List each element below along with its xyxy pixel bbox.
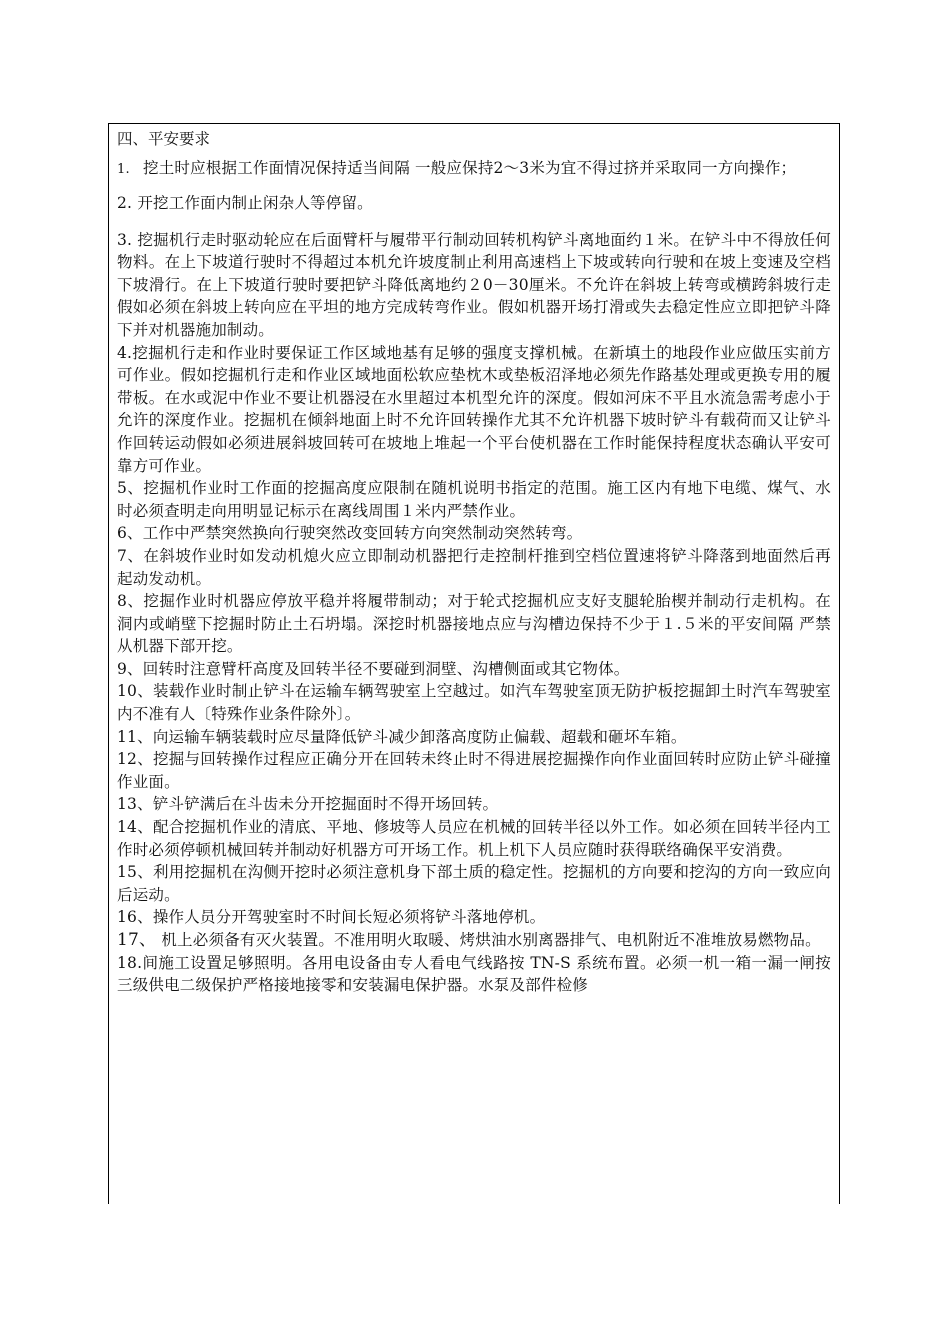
item-14-text: 配合挖掘机作业的清底、平地、修坡等人员应在机械的回转半径以外工作。如必须在回转半径内工作时必须停顿机械回转并制动好机器方可开场工作。机上机下人员应随时获得联络确保平安消费。	[117, 818, 831, 859]
item-2-number: 2.	[117, 194, 133, 212]
item-7-number: 7、	[117, 546, 144, 565]
item-18-number: 18.	[117, 953, 143, 972]
item-8-text: 挖掘作业时机器应停放平稳并将履带制动；对于轮式挖掘机应支好支腿轮胎楔并制动行走机构。在洞内或峭壁下挖掘时防止土石坍塌。深挖时机器接地点应与沟槽边保持不少于１.５米的平安间隔 严禁从机器下部开挖。	[117, 592, 831, 656]
item-16-text: 操作人员分开驾驶室时不时间长短必须将铲斗落地停机。	[152, 908, 546, 927]
section-title: 四、平安要求	[117, 130, 211, 148]
item-3	[117, 229, 831, 342]
item-17-number: 17、	[117, 930, 157, 950]
item-8	[117, 590, 831, 658]
item-5-number: 5、	[117, 479, 144, 498]
item-11	[117, 726, 831, 749]
item-11-text: 向运输车辆装载时应尽量降低铲斗减少卸落高度防止偏载、超载和砸坏车箱。	[152, 727, 687, 746]
item-1-number: 1.	[117, 162, 130, 177]
item-4-text: 挖掘机行走和作业时要保证工作区域地基有足够的强度支撑机械。在新填土的地段作业应做压实前方可作业。假如挖掘机行走和作业区域地面松软应垫枕木或垫板沼泽地必须先作路基处理或更换专用的履带板。在水或泥中作业不要让机器浸在水里超过本机型允许的深度。假如河床不平且水流急需考虑小于允许的深度作业。挖掘机在倾斜地面上时不允许回转操作尤其不允许机器下坡时铲斗有载荷而又让铲斗作回转运动假如必须进展斜坡回转可在坡地上堆起一个平台使机器在工作时能保持程度状态确认平安可靠方可作业。	[117, 343, 831, 475]
item-12-number: 12、	[117, 750, 153, 769]
item-7	[117, 545, 831, 590]
item-17-text: 机上必须备有灭火装置。不准用明火取暖、烤烘油水别离器排气、电机附近不准堆放易燃物品。	[156, 931, 821, 949]
item-12	[117, 748, 831, 793]
item-6-text: 工作中严禁突然换向行驶突然改变回转方向突然制动突然转弯。	[142, 524, 583, 543]
item-2	[117, 192, 831, 215]
item-7-text: 在斜坡作业时如发动机熄火应立即制动机器把行走控制杆推到空档位置速将铲斗降落到地面然后再起动发动机。	[117, 546, 831, 588]
item-13-text: 铲斗铲满后在斗齿未分开挖掘面时不得开场回转。	[152, 795, 499, 814]
item-11-number: 11、	[117, 727, 153, 746]
item-10-text: 装载作业时制止铲斗在运输车辆驾驶室上空越过。如汽车驾驶室顶无防护板挖掘卸土时汽车驾驶室内不准有人〔特殊作业条件除外〕。	[117, 682, 831, 724]
item-15-number: 15、	[117, 863, 153, 882]
item-8-number: 8、	[117, 592, 144, 611]
item-16-number: 16、	[117, 908, 153, 927]
item-4-number: 4.	[117, 343, 133, 362]
item-2-text: 开挖工作面内制止闲杂人等停留。	[137, 194, 373, 212]
item-9	[117, 658, 831, 681]
item-14-number: 14、	[117, 818, 153, 837]
item-1-text: 挖土时应根据工作面情况保持适当间隔 一般应保持2～3米为宜不得过挤并采取同一方向操作；	[143, 159, 797, 177]
item-9-number: 9、	[117, 659, 143, 678]
item-17	[117, 929, 831, 952]
item-3-text: 挖掘机行走时驱动轮应在后面臂杆与履带平行制动回转机构铲斗离地面约１米。在铲斗中不得放任何物料。在上下坡道行驶时不得超过本机允许坡度制止利用高速档上下坡或转向行驶和在坡上变速及空档下坡滑行。在上下坡道行驶时要把铲斗降低离地约２0－30厘米。不允许在斜坡上转弯或横跨斜坡行走假如必须在斜坡上转向应在平坦的地方完成转弯作业。假如机器开场打滑或失去稳定性应立即把铲斗降下并对机器施加制动。	[117, 230, 831, 339]
item-5	[117, 477, 831, 522]
document-page	[108, 123, 840, 1204]
item-10-number: 10、	[117, 682, 153, 701]
item-15-text: 利用挖掘机在沟侧开挖时必须注意机身下部土质的稳定性。挖掘机的方向要和挖沟的方向一致应向后运动。	[117, 863, 831, 904]
item-10	[117, 680, 831, 725]
item-18	[117, 952, 831, 997]
item-13	[117, 793, 831, 816]
item-4	[117, 342, 831, 478]
item-14	[117, 816, 831, 861]
item-16	[117, 906, 831, 929]
item-6-number: 6、	[117, 524, 143, 543]
item-15	[117, 861, 831, 906]
item-3-number: 3.	[117, 230, 133, 249]
item-1	[117, 150, 831, 188]
item-9-text: 回转时注意臂杆高度及回转半径不要碰到洞壁、沟槽侧面或其它物体。	[142, 659, 630, 678]
item-18-text: 间施工设置足够照明。各用电设备由专人看电气线路按 TN-S 系统布置。必须一机一箱一漏一闸按三级供电二级保护严格接地接零和安装漏电保护器。水泵及部件检修	[117, 953, 831, 995]
item-5-text: 挖掘机作业时工作面的挖掘高度应限制在随机说明书指定的范围。施工区内有地下电缆、煤气、水时必须查明走向用明显记标示在离线周围１米内严禁作业。	[117, 479, 831, 520]
item-12-text: 挖掘与回转操作过程应正确分开在回转未终止时不得进展挖掘操作向作业面回转时应防止铲斗碰撞作业面。	[117, 750, 831, 791]
item-13-number: 13、	[117, 795, 153, 814]
item-6	[117, 522, 831, 545]
